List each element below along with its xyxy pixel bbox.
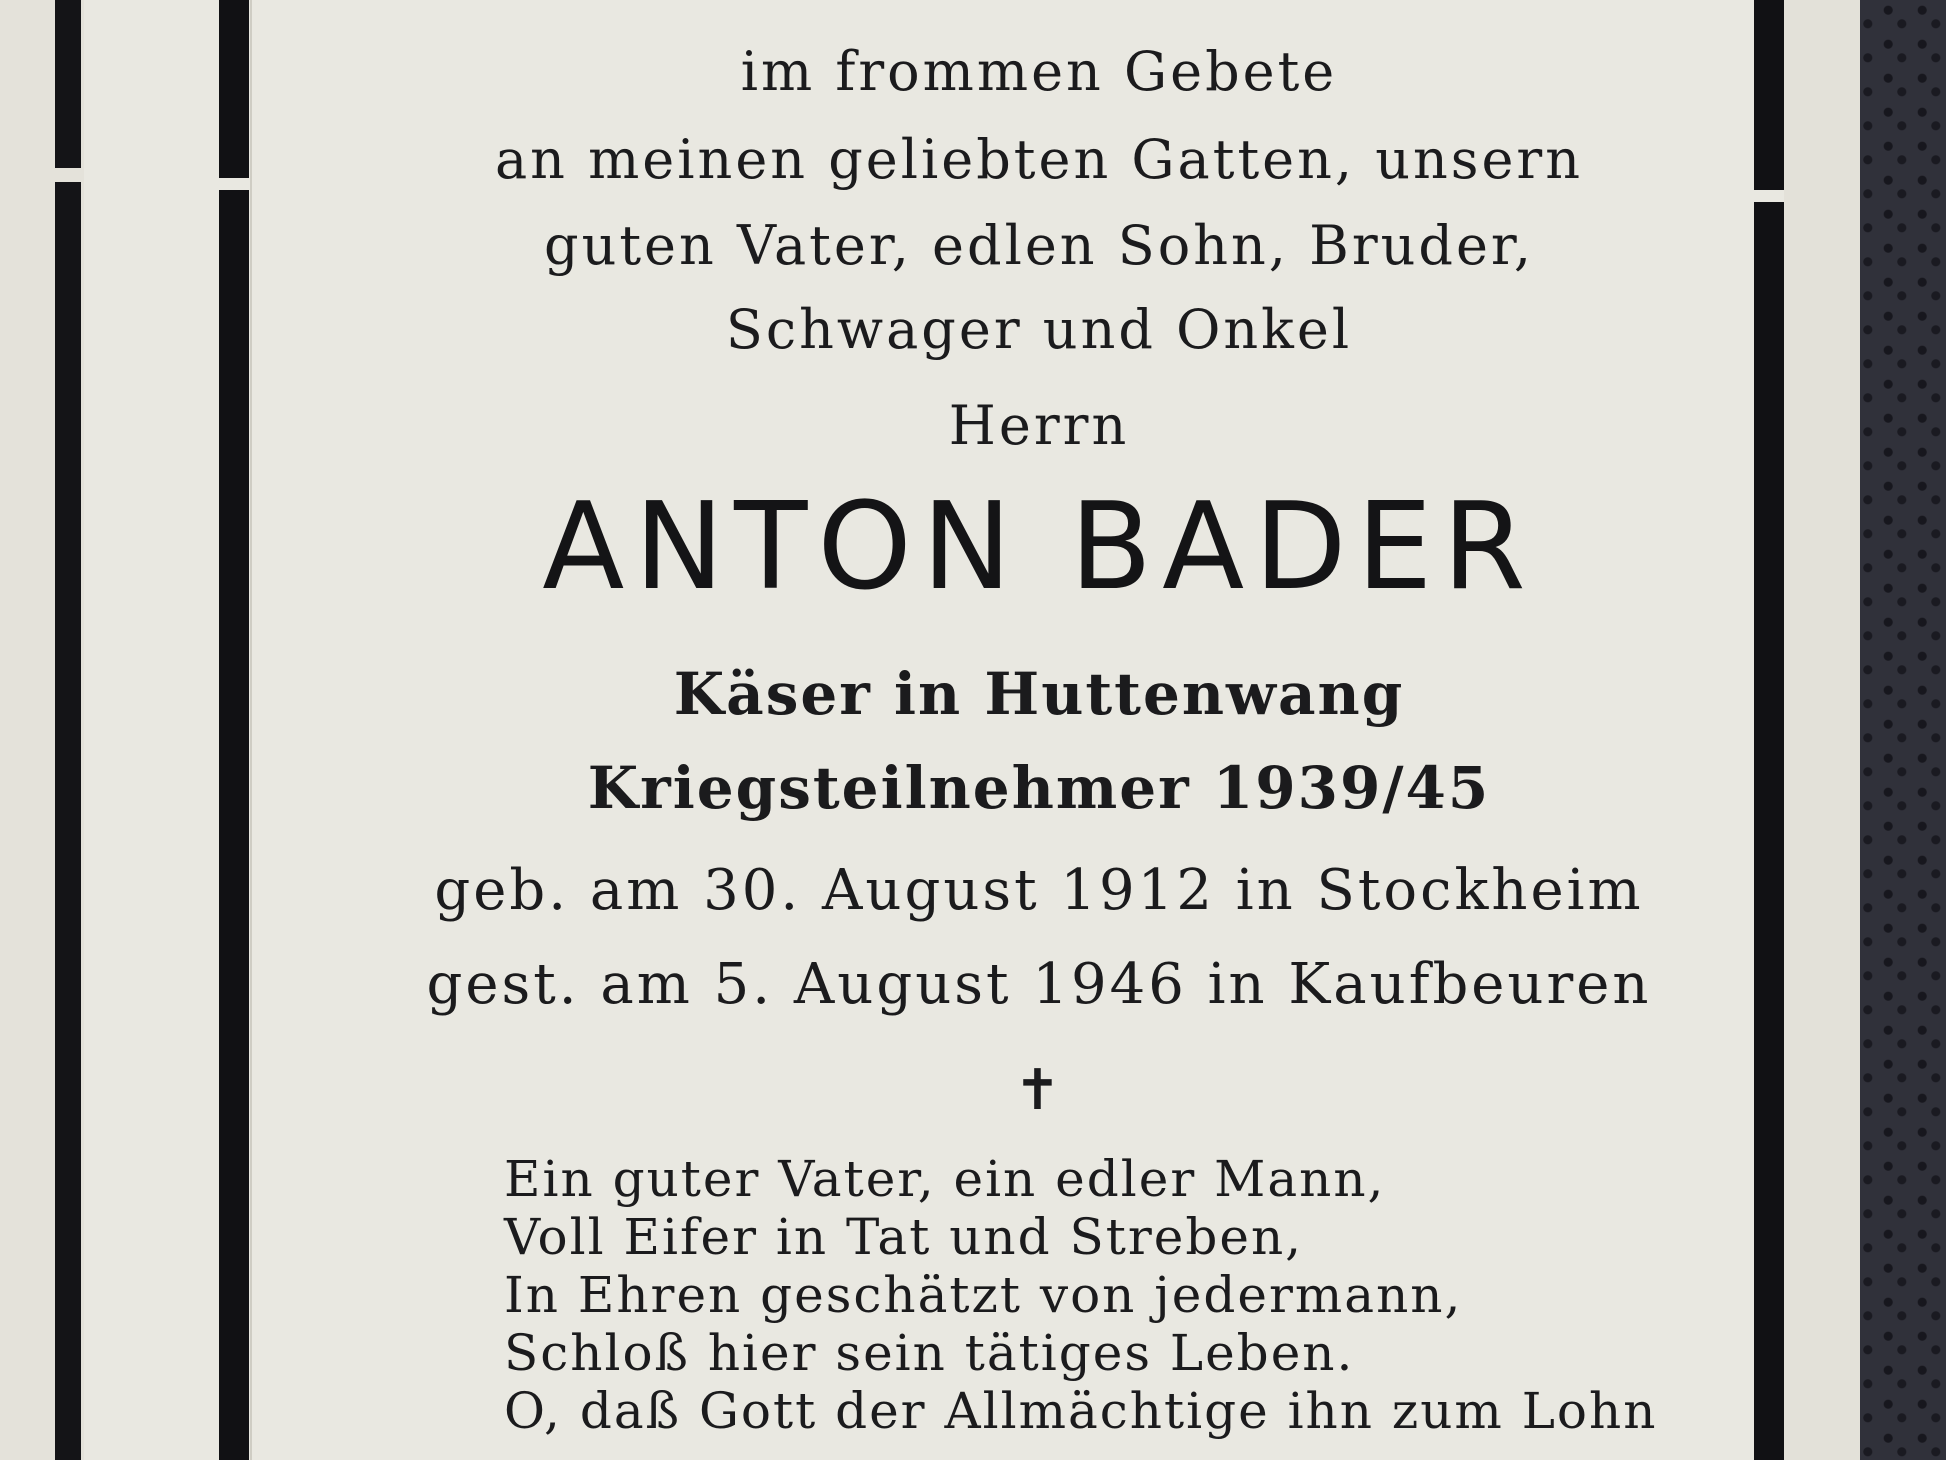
veteran-status: Kriegsteilnehmer 1939/45 <box>587 754 1491 822</box>
text-line: Schwager und Onkel <box>725 298 1353 361</box>
card-text <box>334 0 1744 1460</box>
text-line: an meinen geliebten Gatten, unsern <box>494 128 1584 191</box>
verse-line: In Ehren geschätzt von jedermann, <box>504 1266 1463 1324</box>
card-fold-line <box>250 0 252 1460</box>
verse-line: Ein guter Vater, ein edler Mann, <box>504 1150 1386 1208</box>
deceased-name: ANTON BADER <box>542 478 1536 617</box>
birth-date: geb. am 30. August 1912 in Stockheim <box>434 858 1644 923</box>
cross-icon: ✝ <box>1014 1058 1064 1123</box>
verse-line: Schloß hier sein tätiges Leben. <box>504 1324 1355 1382</box>
back-card <box>0 0 84 1460</box>
verse-line: O, daß Gott der Allmächtige ihn zum Lohn <box>504 1382 1658 1440</box>
text-line: Herrn <box>948 394 1130 457</box>
text-line: im frommen Gebete <box>740 40 1338 103</box>
text-line: guten Vater, edlen Sohn, Bruder, <box>544 214 1534 277</box>
occupation: Käser in Huttenwang <box>673 660 1405 728</box>
card-right-margin <box>1784 0 1860 1460</box>
memorial-card <box>84 0 1776 1460</box>
mourning-border-right <box>1754 0 1784 1460</box>
back-card-border <box>55 0 81 1460</box>
mourning-border-left <box>219 0 249 1460</box>
death-date: gest. am 5. August 1946 in Kaufbeuren <box>426 952 1652 1017</box>
verse-line: Voll Eifer in Tat und Streben, <box>504 1208 1304 1266</box>
